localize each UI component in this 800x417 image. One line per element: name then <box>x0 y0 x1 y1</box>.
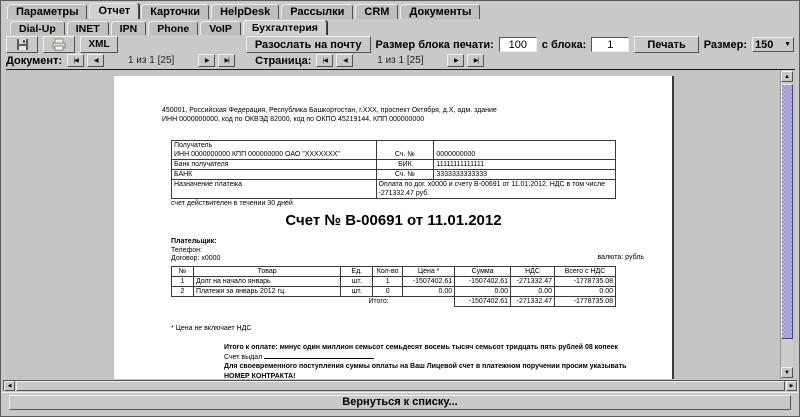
document-last-button[interactable]: ▶| <box>218 54 235 67</box>
col-total: Всего с НДС <box>555 267 616 277</box>
payer-block <box>171 238 220 264</box>
tab-buhgalteria[interactable]: Бухгалтерия <box>243 20 327 35</box>
recipient-value: ИНН 0000000000 КПП 000000000 ОАО "XXXXXXX" <box>174 151 340 158</box>
tab-inet[interactable]: INET <box>67 21 109 35</box>
cell-total: 0.00 <box>555 287 616 297</box>
tab-rassylki[interactable]: Рассылки <box>281 4 353 19</box>
scroll-up-icon[interactable]: ▲ <box>781 71 793 82</box>
page-prev-button[interactable]: ◀ <box>336 54 353 67</box>
account-label: Сч. № <box>376 141 434 160</box>
document-first-button[interactable]: |◀ <box>67 54 84 67</box>
table-row <box>172 141 616 160</box>
cell-sum: 0.00 <box>455 287 511 297</box>
cell-unit: шт. <box>341 277 373 287</box>
horizontal-scrollbar[interactable] <box>3 380 798 391</box>
print-block-size-input[interactable] <box>499 37 537 52</box>
total-sum: -1507402.61 <box>455 297 511 307</box>
print-preview-area <box>6 69 795 379</box>
col-unit: Ед. <box>341 267 373 277</box>
page-next-button[interactable]: ▶ <box>447 54 464 67</box>
invoice-title: Счет № В-00691 от 11.01.2012 <box>285 212 502 229</box>
cell-vat: -271332.47 <box>511 277 555 287</box>
bank-name: БАНК <box>172 170 377 180</box>
tab-crm[interactable]: CRM <box>355 4 398 19</box>
tab-helpdesk[interactable]: HelpDesk <box>211 4 279 19</box>
cell-product: Платежи за январь 2012 гц. <box>193 287 340 297</box>
footer-bar <box>1 392 799 417</box>
save-icon <box>16 38 29 51</box>
table-row <box>172 170 616 180</box>
zoom-label: Размер: <box>703 38 747 51</box>
vertical-scrollbar-thumb[interactable] <box>781 84 793 339</box>
account-value: 0000000000 <box>434 141 616 160</box>
print-run-button[interactable]: Печать <box>634 36 698 53</box>
total-label: Итого: <box>368 298 389 305</box>
cell-price: 0.00 <box>403 287 455 297</box>
total-in-words: Итого к оплате: минус один миллион семьсот семьдесят восемь тысяч семьсот тридцать пять рублей 08 копеек <box>224 344 618 351</box>
col-price: Цена * <box>403 267 455 277</box>
tab-dialup[interactable]: Dial-Up <box>10 21 65 35</box>
payment-note-line1: Для своевременного поступления суммы оплаты на Ваш Лицевой счет в платежном поручении просим указывать <box>224 363 627 371</box>
table-row <box>172 287 616 297</box>
page-first-button[interactable]: |◀ <box>316 54 333 67</box>
bik-label: БИК <box>376 160 434 170</box>
table-row <box>172 180 616 199</box>
cell-number: 1 <box>172 277 194 287</box>
issued-by-line <box>224 352 674 362</box>
send-mail-button[interactable]: Разослать на почту <box>246 36 371 53</box>
from-block-label: с блока: <box>541 38 587 51</box>
xml-button[interactable]: XML <box>80 36 118 53</box>
signature-line <box>264 352 374 359</box>
col-product: Товар <box>193 267 340 277</box>
cell-qty: 0 <box>373 287 403 297</box>
contract-label: Договор: x0000 <box>171 255 221 262</box>
validity-note: счет действителен в течении 30 дней <box>171 200 293 207</box>
table-row <box>172 160 616 170</box>
items-header-row <box>172 267 616 277</box>
document-next-button[interactable]: ▶ <box>198 54 215 67</box>
supplier-address <box>162 106 664 124</box>
issued-by-label: Счет выдал <box>224 354 263 362</box>
cell-unit: шт. <box>341 287 373 297</box>
print-icon <box>52 38 66 51</box>
cell-qty: 1 <box>373 277 403 287</box>
recipient-label: Получатель <box>174 142 213 149</box>
phone-label: Телефон: <box>171 246 202 254</box>
vertical-scrollbar[interactable] <box>780 70 793 379</box>
cell-number: 2 <box>172 287 194 297</box>
document-position: 1 из 1 [25] <box>127 55 175 66</box>
page-position: 1 из 1 [25] <box>377 55 424 66</box>
col-qty: Кол-во <box>373 267 403 277</box>
report-tab-bar <box>10 20 327 35</box>
total-vat: -271332.47 <box>511 297 555 307</box>
page-nav-label: Страница: <box>255 54 312 67</box>
payer-label: Плательщик: <box>171 238 217 245</box>
bank-label: Банк получателя <box>172 160 377 170</box>
tab-kartochki[interactable]: Карточки <box>141 4 209 19</box>
col-number: № <box>172 267 194 277</box>
tab-parametry[interactable]: Параметры <box>7 4 87 19</box>
table-row <box>172 277 616 287</box>
col-sum: Сумма <box>455 267 511 277</box>
account2-value: 3333333333333 <box>434 170 616 180</box>
horizontal-scrollbar-thumb[interactable] <box>16 381 785 391</box>
cell-vat: 0.00 <box>511 287 555 297</box>
account2-label: Сч. № <box>376 170 434 180</box>
purpose-value: Оплата по дог. x0000 и счету В-00691 от 11.01.2012. НДС в том числе -271332.47 руб. <box>376 180 616 199</box>
document-prev-button[interactable]: ◀ <box>87 54 104 67</box>
bik-value: 11111111111111 <box>434 160 616 170</box>
scroll-left-icon[interactable]: ◀ <box>4 381 15 391</box>
scroll-down-icon[interactable]: ▼ <box>781 367 793 378</box>
recipient-cell <box>172 141 377 160</box>
payment-note-line2: НОМЕР КОНТРАКТА! <box>224 372 296 379</box>
save-button[interactable] <box>6 36 38 53</box>
items-table <box>171 266 616 307</box>
cell-sum: -1507402.61 <box>455 277 511 287</box>
cell-product: Долг на начало январь <box>193 277 340 287</box>
price-note: * Цена не включает НДС <box>171 325 252 332</box>
print-button[interactable] <box>43 36 75 53</box>
currency-label: валюта: рубль <box>597 254 644 261</box>
from-block-input[interactable] <box>591 37 629 52</box>
col-vat: НДС <box>511 267 555 277</box>
tab-phone[interactable]: Phone <box>148 21 198 35</box>
totals-block <box>224 343 674 379</box>
empty-cell <box>403 297 455 307</box>
total-amount: -1778735.08 <box>555 297 616 307</box>
purpose-label: Назначение платежа <box>172 180 377 199</box>
supplier-address-line1: 450001, Российская Федерация, Республика Башкортостан, г.XXX, проспект Октября, д.Х, адм. здание <box>162 107 497 114</box>
tab-dokumenty[interactable]: Документы <box>400 4 480 19</box>
record-navigation <box>6 53 484 68</box>
document-nav-label: Документ: <box>6 54 63 67</box>
invoice-page <box>114 76 674 379</box>
tab-voip[interactable]: VoIP <box>200 21 241 35</box>
supplier-address-line2: ИНН 0000000000, код по ОКВЭД 82000, код по ОКПО 45219144, КПП 000000000 <box>162 116 425 123</box>
back-to-list-button[interactable]: Вернуться к списку... <box>9 395 791 410</box>
totals-row <box>172 297 616 307</box>
toolbar <box>6 35 794 54</box>
cell-price: -1507402.61 <box>403 277 455 287</box>
main-tab-bar <box>7 3 480 19</box>
zoom-select[interactable] <box>752 37 794 52</box>
zoom-value: 150 <box>755 38 774 51</box>
tab-ipn[interactable]: IPN <box>111 21 147 35</box>
tab-otchet[interactable]: Отчет <box>89 3 139 19</box>
scroll-right-icon[interactable]: ▶ <box>786 381 797 391</box>
page-last-button[interactable]: ▶| <box>467 54 484 67</box>
chevron-down-icon: ▼ <box>784 41 791 48</box>
recipient-table <box>171 140 616 199</box>
cell-total: -1778735.08 <box>555 277 616 287</box>
print-block-size-label: Размер блока печати: <box>375 38 494 51</box>
